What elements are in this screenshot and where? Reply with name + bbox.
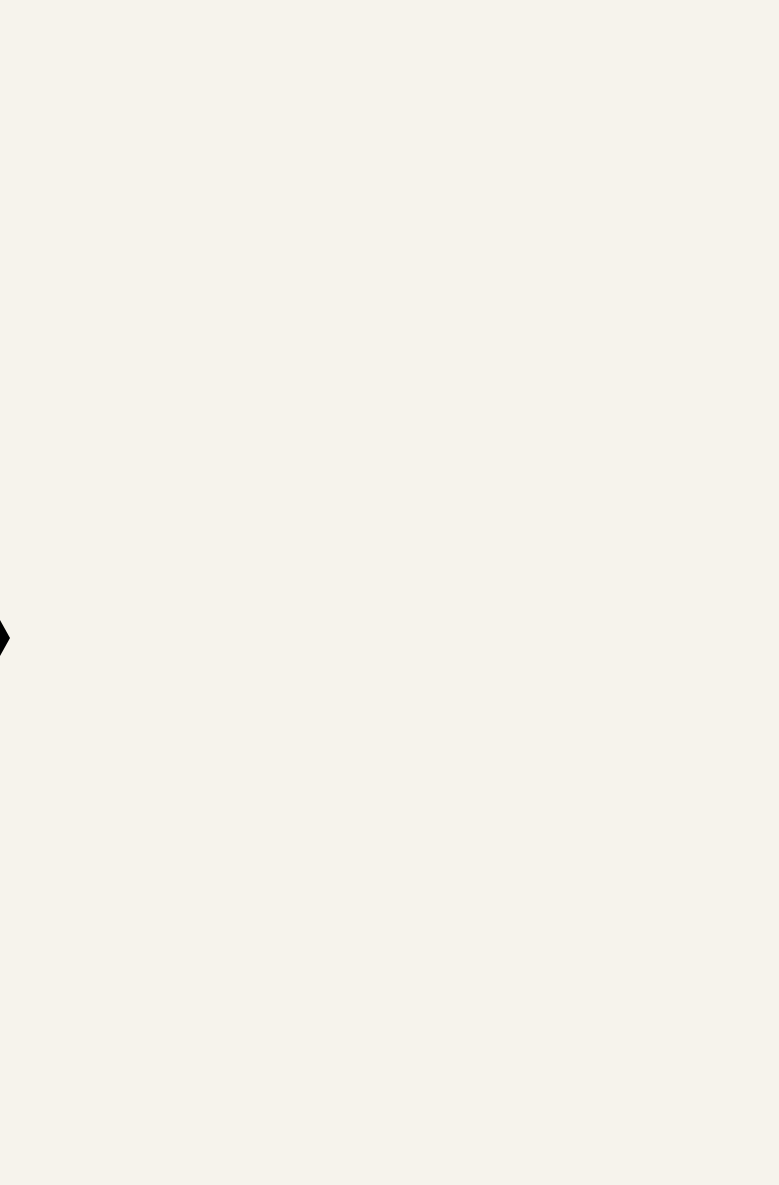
page-header (60, 72, 700, 94)
thumb-index-marker (0, 620, 10, 656)
